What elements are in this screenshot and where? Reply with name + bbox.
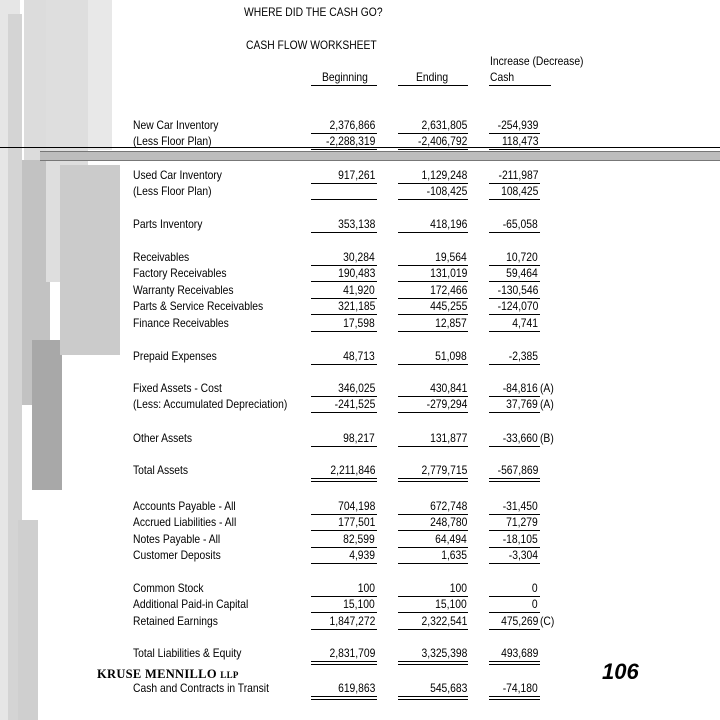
ending-value: 2,779,715 [421, 463, 467, 477]
ending-underline [398, 446, 468, 447]
ending-underline [398, 149, 468, 150]
beginning-underline [311, 478, 377, 479]
beginning-value: 619,863 [337, 681, 375, 695]
ending-value: -279,294 [426, 397, 467, 412]
cash-change-value: 108,425 [500, 184, 538, 199]
cash-change-value: 0 [532, 597, 538, 612]
beginning-top-rule [311, 380, 377, 381]
cash-change-value: -124,070 [497, 299, 538, 314]
beginning-double-underline [311, 481, 377, 482]
ending-value: 1,635 [441, 548, 467, 563]
ending-value: 672,748 [429, 499, 467, 513]
row-label: Common Stock [133, 581, 204, 595]
beginning-value: 100 [357, 581, 375, 595]
beginning-double-underline [311, 699, 377, 700]
beginning-value: -2,288,319 [325, 134, 375, 149]
ending-top-rule [398, 167, 468, 168]
cash-double-underline [489, 481, 540, 482]
decor-bar-9 [18, 520, 38, 720]
beginning-top-rule [311, 580, 377, 581]
row-label: Parts & Service Receivables [133, 299, 264, 314]
ending-underline [398, 696, 468, 697]
row-label: Customer Deposits [133, 548, 221, 563]
ending-top-rule [398, 498, 468, 499]
beginning-value: 48,713 [343, 349, 375, 363]
cash-change-value: -567,869 [497, 463, 538, 477]
cash-change-value: -84,816 [502, 381, 538, 395]
beginning-underline [311, 331, 377, 332]
row-label: Additional Paid-in Capital [133, 597, 249, 612]
header-ending-underline [398, 85, 468, 86]
beginning-underline [311, 232, 377, 233]
decor-bar-5 [32, 340, 62, 490]
header-increase: Increase (Decrease) [490, 54, 584, 68]
beginning-value: 2,831,709 [329, 646, 375, 660]
row-label: Parts Inventory [133, 217, 203, 231]
cash-double-underline [489, 664, 540, 665]
ending-underline [398, 661, 468, 662]
cash-change-value: -65,058 [502, 217, 538, 231]
ending-underline [398, 199, 468, 200]
ending-value: 418,196 [429, 217, 467, 231]
cash-change-value: -18,105 [502, 531, 538, 546]
row-label: Retained Earnings [133, 613, 218, 628]
cash-change-value: -130,546 [497, 282, 538, 297]
cash-underline [489, 331, 540, 332]
ending-value: 51,098 [435, 349, 467, 363]
cash-change-value: 0 [532, 581, 538, 595]
row-label: Cash and Contracts in Transit [133, 681, 269, 695]
cash-change-value: 10,720 [506, 250, 538, 264]
cash-underline [489, 661, 540, 662]
beginning-underline [311, 563, 377, 564]
ending-double-underline [398, 664, 468, 665]
row-label: Total Liabilities & Equity [133, 646, 242, 660]
beginning-value: 346,025 [337, 381, 375, 395]
ending-value: -2,406,792 [417, 134, 467, 149]
cash-change-value: 475,269 [500, 613, 538, 628]
ending-value: 1,129,248 [421, 168, 467, 182]
decor-bar-7 [60, 165, 120, 355]
page-title: WHERE DID THE CASH GO? [244, 5, 383, 19]
beginning-underline [311, 661, 377, 662]
beginning-value: 30,284 [343, 250, 375, 264]
cash-change-value: -3,304 [508, 548, 538, 563]
ending-value: 131,877 [429, 431, 467, 445]
cash-change-value: -31,450 [502, 499, 538, 513]
footnote-ref: (C) [540, 613, 555, 628]
cash-underline [489, 412, 540, 413]
ending-value: 445,255 [429, 299, 467, 314]
cash-change-value: -33,660 [502, 431, 538, 445]
row-label: Accounts Payable - All [133, 499, 236, 513]
beginning-value: 321,185 [337, 299, 375, 314]
ending-underline [398, 629, 468, 630]
page-number: 106 [602, 659, 639, 684]
beginning-top-rule [311, 498, 377, 499]
beginning-value: 98,217 [343, 431, 375, 445]
ending-value: 248,780 [429, 515, 467, 530]
row-label: (Less: Accumulated Depreciation) [133, 397, 288, 412]
ending-underline [398, 331, 468, 332]
beginning-top-rule [311, 117, 377, 118]
cash-underline [489, 199, 540, 200]
cash-underline [489, 232, 540, 233]
ending-value: 131,019 [429, 266, 467, 281]
ending-value: 430,841 [429, 381, 467, 395]
header-beginning-underline [311, 85, 377, 86]
beginning-value: 177,501 [337, 515, 375, 530]
beginning-value: 704,198 [337, 499, 375, 513]
ending-top-rule [398, 117, 468, 118]
beginning-underline [311, 412, 377, 413]
cash-change-value: 59,464 [506, 266, 538, 281]
ending-value: 100 [449, 581, 467, 595]
beginning-underline [311, 629, 377, 630]
beginning-underline [311, 183, 377, 184]
ending-underline [398, 364, 468, 365]
beginning-value: 2,211,846 [329, 463, 375, 477]
header-ending: Ending [416, 70, 449, 84]
ending-value: -108,425 [426, 184, 467, 199]
row-label: New Car Inventory [133, 118, 219, 132]
cash-underline [489, 478, 540, 479]
beginning-value: 17,598 [343, 315, 375, 330]
cash-change-value: -254,939 [497, 118, 538, 132]
beginning-value: 190,483 [337, 266, 375, 281]
beginning-value: 1,847,272 [329, 613, 375, 628]
cash-top-rule [489, 580, 540, 581]
row-label: Prepaid Expenses [133, 349, 217, 363]
cash-underline [489, 364, 540, 365]
cash-top-rule [489, 117, 540, 118]
cash-change-value: 37,769 [506, 397, 538, 412]
beginning-underline [311, 199, 377, 200]
cash-change-value: -74,180 [502, 681, 538, 695]
cash-underline [489, 629, 540, 630]
row-label: (Less Floor Plan) [133, 134, 212, 149]
decor-bar-8 [88, 0, 112, 150]
firm-name: KRUSE MENNILLO LLP [97, 667, 239, 681]
row-label: Finance Receivables [133, 315, 229, 330]
footnote-ref: (A) [540, 381, 554, 395]
ending-top-rule [398, 249, 468, 250]
cash-underline [489, 563, 540, 564]
header-cash: Cash [490, 70, 515, 84]
cash-top-rule [489, 380, 540, 381]
ending-underline [398, 412, 468, 413]
cash-top-rule [489, 249, 540, 250]
cash-top-rule [489, 167, 540, 168]
beginning-underline [311, 149, 377, 150]
ending-value: 3,325,398 [421, 646, 467, 660]
cash-change-value: 118,473 [501, 134, 538, 149]
cash-underline [489, 446, 540, 447]
beginning-value: 353,138 [337, 217, 375, 231]
beginning-top-rule [311, 249, 377, 250]
row-label: Used Car Inventory [133, 168, 222, 182]
row-label: Accrued Liabilities - All [133, 515, 237, 530]
beginning-value: 15,100 [343, 597, 375, 612]
ending-value: 545,683 [429, 681, 467, 695]
divider-band [40, 151, 720, 161]
cash-top-rule [489, 498, 540, 499]
row-label: Factory Receivables [133, 266, 227, 281]
row-label: Receivables [133, 250, 190, 264]
beginning-underline [311, 696, 377, 697]
header-cash-underline [489, 85, 551, 86]
row-label: Warranty Receivables [133, 282, 234, 297]
footnote-ref: (B) [540, 431, 554, 445]
beginning-value: 917,261 [337, 168, 375, 182]
cash-change-value: -211,987 [498, 168, 538, 182]
ending-double-underline [398, 699, 468, 700]
beginning-value: 4,939 [349, 548, 375, 563]
footnote-ref: (A) [540, 397, 554, 412]
cash-change-value: 4,741 [512, 315, 538, 330]
header-beginning: Beginning [322, 70, 368, 84]
row-label: (Less Floor Plan) [133, 184, 212, 199]
row-label: Total Assets [133, 463, 189, 477]
beginning-double-underline [311, 664, 377, 665]
ending-value: 64,494 [435, 531, 467, 546]
ending-value: 2,631,805 [421, 118, 467, 132]
ending-value: 19,564 [435, 250, 467, 264]
ending-underline [398, 563, 468, 564]
cash-double-underline [489, 699, 540, 700]
ending-top-rule [398, 380, 468, 381]
cash-underline [489, 696, 540, 697]
row-label: Other Assets [133, 431, 193, 445]
beginning-value: 41,920 [343, 282, 375, 297]
ending-value: 2,322,541 [421, 613, 467, 628]
row-label: Fixed Assets - Cost [133, 381, 222, 395]
beginning-top-rule [311, 167, 377, 168]
beginning-value: 2,376,866 [329, 118, 375, 132]
ending-value: 172,466 [429, 282, 467, 297]
beginning-value: 82,599 [343, 531, 375, 546]
cash-change-value: 493,689 [500, 646, 538, 660]
worksheet-title: CASH FLOW WORKSHEET [246, 38, 377, 52]
beginning-underline [311, 446, 377, 447]
ending-top-rule [398, 580, 468, 581]
ending-underline [398, 478, 468, 479]
beginning-value: -241,525 [334, 397, 375, 412]
ending-value: 15,100 [435, 597, 467, 612]
cash-change-value: -2,385 [508, 349, 538, 363]
ending-value: 12,857 [435, 315, 467, 330]
row-label: Notes Payable - All [133, 531, 221, 546]
cash-underline [489, 149, 540, 150]
cash-change-value: 71,279 [506, 515, 538, 530]
ending-double-underline [398, 481, 468, 482]
ending-underline [398, 232, 468, 233]
beginning-underline [311, 364, 377, 365]
